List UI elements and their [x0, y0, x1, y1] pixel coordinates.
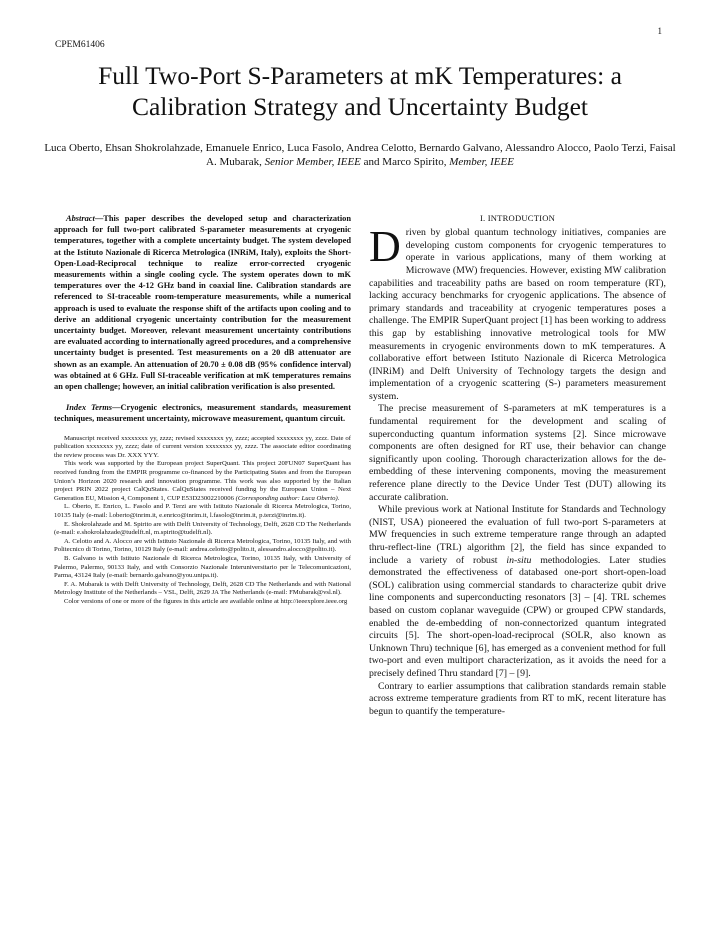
index-terms — [54, 402, 351, 424]
footnote-affiliation-4: B. Galvano is with Istituto Nazionale di Ricerca Metrologica, Torino, 10135 Italy, with University of Palermo, Palermo, 90133 Italy, and with Consorzio Nazionale Interuniversitario per le Telecomunicazioni, Parma, 43124 Italy (e-mail: bernardo.galvano@you.unipa.it). — [54, 554, 351, 580]
footnote-affiliation-2: E. Shokrolahzade and M. Spirito are with Delft University of Technology, Delft, 2628 CD The Netherlands (e-mail: e.shokrolahzade@tudelft.nl, m.spirito@tudelft.nl). — [54, 520, 351, 537]
intro-paragraph-2: The precise measurement of S-parameters at mK temperatures is a fundamental requirement for the development and scaling of superconducting quantum information systems [2]. Since microwave components are often designed for RT use, their behavior can change significantly upon cooling. Thorough characterization allows for the de-embedding of these intervening components, moving the measurement reference plane directly to the Device Under Test (DUT) allowing its accurate calibration. — [369, 403, 666, 503]
footnote-manuscript: Manuscript received xxxxxxxx yy, zzzz; revised xxxxxxxx yy, zzzz; accepted xxxxxxxx yy, zzzz. Date of publication xxxxxxxx yy, zzzz; date of current version xxxxxxxx yy, zzzz. The associate editor coordinating the review process was Dr. XXX YYY. — [54, 434, 351, 459]
intro-paragraph-3 — [369, 504, 666, 680]
footnote-affiliation-3: A. Celotto and A. Alocco are with Istituto Nazionale di Ricerca Metrologica, Torino, 10135 Italy, and with Politecnico di Torino, Torino, 10129 Italy (e-mail: andrea.celotto@polito.it, alessandro.alocco@polito.it). — [54, 537, 351, 554]
index-terms-label: Index Terms — [66, 403, 113, 413]
authors-text-1: Luca Oberto, Ehsan Shokrolahzade, Emanuele Enrico, Luca Fasolo, Andrea Celotto, Bernardo Galvano, Alessandro Alocco, Paolo Terzi, Faisal A. Mubarak, — [44, 142, 676, 168]
abstract-text: —This paper describes the developed setup and characterization approach for full two-port calibrated S-parameter measurements at cryogenic temperatures, together with a complete uncertainty budget. The system developed at the Istituto Nazionale di Ricerca Metrologica (INRiM, Italy), exploits the Short-Open-Load-Reciprocal technique to realize error-corrected cryogenic measurements within a single cooling cycle. The system operates down to mK temperatures over the 4-12 GHz band in coaxial line. Calibration standards are referenced to SI-traceable room-temperature measurements, while a numerical approach is used to evaluate the response shift of the artifacts upon cooling and to derive an additional cryogenic uncertainty contribution for the measurement uncertainty budget. Moreover, relevant measurement uncertainty contributions are evaluated according to internationally agreed procedures, and a comprehensive uncertainty budget is presented. Test measurements on a 20 dB attenuator are shown as an example. An attenuation of 20.70 ± 0.08 dB (95% confidence interval) was obtained at 6 GHz. Full SI-traceable verification at mK temperatures remains an open challenge; however, an initial calibration verification is also presented. — [54, 214, 351, 392]
authors-text-2: and Marco Spirito, — [360, 156, 450, 168]
index-terms-text: —Cryogenic electronics, measurement standards, measurement techniques, measurement uncertainty, microwave measurement, quantum circuit. — [54, 403, 351, 424]
page-number: 1 — [657, 26, 662, 36]
footnotes — [54, 435, 351, 607]
paper-id: CPEM61406 — [55, 40, 105, 50]
intro-paragraph-3-text-a: While previous work at National Institute for Standards and Technology (NIST, USA) pioneered the evaluation of full two-port S-parameters at MW frequencies in such extreme temperature range through an adapted thru-reflect-line (TRL) algorithm [2], the field has since expanded to include a variety of robust — [369, 504, 666, 566]
left-column — [54, 213, 351, 607]
intro-paragraph-1 — [369, 222, 666, 403]
paper-title: Full Two-Port S-Parameters at mK Temperatures: a Calibration Strategy and Uncertainty Budget — [98, 61, 622, 121]
intro-paragraph-3-text-b: methodologies. Later studies demonstrated the effectiveness of databased one-port short-open-load (SOL) calibration using commercial standards to characterize qubit drive line components and superconducting resonators [3] – [4]. TRL schemes based on custom coplanar waveguide (CPW) or grouped CPW standards, enabled the de-embedding of non-connectorized quantum integrated circuits [5]. The short-open-load-reciprocal (SOLR, also known as Unknown Thru) technique [6], has emerged as a convenient method for full two-port and even multiport characterization, as it avoids the need for a precisely defined Thru standard [7] – [9]. — [369, 554, 666, 679]
footnote-funding-text: This work was supported by the European project SuperQuant. This project 20FUN07 SuperQuant has received funding from the EMPIR programme co-financed by the Participating States and from the European Union’s Horizon 2020 research and innovation programme. This work was also supported by the Italian project PRIN 2022 project CalQuStates. CalQuStates received funding by the European Union – Next Generation EU, Mission 4, Component 1, CUP E53D23002210006 — [54, 460, 351, 502]
footnote-affiliation-5: F. A. Mubarak is with Delft University of Technology, Delft, 2628 CD The Netherlands and with National Metrology Institute of the Netherlands – VSL, Delft, 2629 JA The Netherlands (e-mail: FMubarak@vsl.nl). — [54, 580, 351, 597]
footnote-color-note: Color versions of one or more of the figures in this article are available online at http://ieeexplore.ieee.org — [64, 597, 348, 605]
author-list — [40, 141, 680, 169]
section-heading-introduction: I. INTRODUCTION — [479, 213, 556, 223]
footnote-affiliation-1: L. Oberto, E. Enrico, L. Fasolo and P. Terzi are with Istituto Nazionale di Ricerca Metrologica, Torino, 10135 Italy (e-mail: l.oberto@inrim.it, e.enrico@inrim.it, l.fasolo@inrim.it, p.terzi@inrim.it). — [54, 503, 351, 519]
authors-role-1: Senior Member, IEEE — [264, 156, 361, 168]
abstract-label: Abstract — [66, 214, 95, 223]
intro-paragraph-4: Contrary to earlier assumptions that calibration standards remain stable across extreme temperature gradients from RT to mK, recent literature has begun to quantify the temperature- — [369, 680, 666, 717]
drop-cap: D — [369, 222, 401, 272]
intro-paragraph-1-text: riven by global quantum technology initiatives, companies are developing custom components for cryogenic temperatures to operate in various applications, many of them working at Microwave (MW) frequencies. However, existing MW calibration capabilities and traceability paths are based on room temperature (RT), lacking accuracy benchmarks for cryogenic applications. The absence of primary standards and traceability at cryogenic temperatures poses a challenge. The EMPIR SuperQuant project [1] has been working to address this gap by establishing innovative metrological tools for MW measurements in cryogenic environments down to mK temperatures. A collaborative effort between Istituto Nazionale di Ricerca Metrologica (INRiM) and Delft University of Technology targets the design and implementation of a cryogenic scattering (S-) parameters measurement system. — [369, 227, 666, 402]
footnote-corresponding-author: (Corresponding author: Luca Oberto). — [235, 494, 340, 502]
authors-role-2: Member, IEEE — [449, 156, 514, 168]
abstract — [54, 213, 351, 392]
right-column — [369, 213, 666, 718]
footnote-funding — [54, 460, 351, 503]
intro-paragraph-3-emphasis: in-situ — [506, 554, 532, 566]
